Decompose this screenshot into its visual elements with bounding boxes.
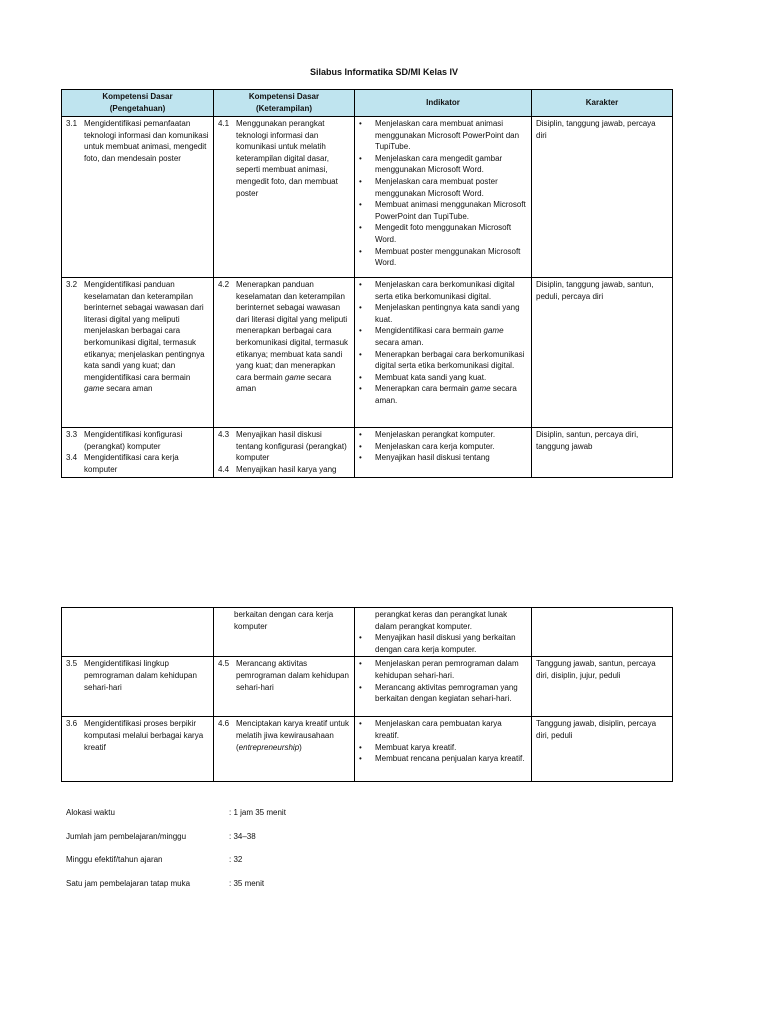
kd-item [66,279,209,395]
syllabus-table [61,89,673,478]
indicator-text: perangkat keras dan perangkat lunak dalam perangkat komputer. [375,610,508,631]
cell-karakter: Disiplin, santun, percaya diri, tanggung jawab [532,428,673,478]
list-item [359,753,527,765]
header-line: (Pengetahuan) [109,104,166,113]
indicator-text: Mengedit foto menggunakan Microsoft Word. [375,223,512,244]
list-item [359,742,527,754]
bullet-icon: • [359,754,362,764]
indicator-text: Menjelaskan cara berkomunikasi digital serta etika berkomunikasi digital. [375,280,515,301]
indicator-text: Menyajikan hasil diskusi yang berkaitan dengan cara kerja komputer. [375,633,516,654]
info-value: : 34–38 [229,832,256,841]
kd-text: Menciptakan karya kreatif untuk melatih jiwa kewirausahaan (entrepreneurship) [236,719,349,752]
info-value: : 1 jam 35 menit [229,808,286,817]
indicator-text: Mengidentifikasi cara bermain game secara aman. [375,326,504,347]
cell-keterampilan [214,717,355,782]
bullet-icon: • [359,176,362,186]
bullet-icon: • [359,633,362,643]
bullet-icon: • [359,682,362,692]
kd-text: Mengidentifikasi lingkup pemrograman dalam kehidupan sehari-hari [84,659,197,692]
kd-number: 4.1 [218,119,230,128]
kd-item [66,718,209,753]
info-value: : 32 [229,855,243,864]
kd-text: Mengidentifikasi cara kerja komputer [84,453,179,474]
cell-pengetahuan [62,278,214,428]
cell-keterampilan [214,428,355,478]
kd-item [218,279,350,395]
cell-indikator [355,657,532,717]
kd-text: Menerapkan panduan keselamatan dan keterampilan berinternet sebagai wawasan dari literasi digital yang meliputi menerapkan berbagai cara berkomunikasi digital, termasuk etikanya; membuat kata sandi yang kuat; dan menerapkan cara bermain game secara aman [236,280,349,394]
header-kd-pengetahuan [62,90,214,117]
indicator-text: Menjelaskan cara mengedit gambar menggunakan Microsoft Word. [375,153,503,175]
kd-number: 4.2 [218,280,230,289]
bullet-icon: • [359,200,362,210]
kd-number: 3.5 [66,659,78,669]
bullet-icon: • [359,742,362,752]
table-row [62,117,673,278]
kd-item [218,718,350,753]
list-item [359,222,527,245]
indicator-text: Menerapkan berbagai cara berkomunikasi digital serta etika berkomunikasi digital. [375,349,525,371]
list-item [359,658,527,681]
kd-item [66,658,209,693]
kd-text: Menggunakan perangkat teknologi informasi dan komunikasi untuk melatih keterampilan digital dasar, seperti membuat animasi, mengedit foto, dan membuat poster [236,119,338,198]
kd-text: Menyajikan hasil diskusi tentang konfigurasi (perangkat) komputer [236,430,347,463]
header-karakter: Karakter [532,90,673,117]
header-indikator: Indikator [355,90,532,117]
list-item [359,429,527,441]
indicator-text: Merancang aktivitas pemrograman yang berkaitan dengan kegiatan sehari-hari. [375,682,518,704]
table-row [62,608,673,657]
bullet-icon: • [359,659,362,669]
bullet-icon: • [359,280,362,289]
bullet-icon: • [359,372,362,382]
cell-karakter: Tanggung jawab, santun, percaya diri, disiplin, jujur, peduli [532,657,673,717]
bullet-icon: • [359,153,362,163]
cell-karakter: Disiplin, tanggung jawab, santun, peduli, percaya diri [532,278,673,428]
cell-keterampilan [214,657,355,717]
bullet-icon: • [359,223,362,233]
table-row [62,657,673,717]
bullet-icon: • [359,303,362,313]
cell-indikator [355,117,532,278]
list-item [359,682,527,705]
bullet-icon: • [359,441,362,451]
list-item [359,153,527,176]
kd-number: 4.3 [218,430,230,439]
cell-pengetahuan [62,428,214,478]
indicator-text: Membuat poster menggunakan Microsoft Word. [375,246,521,268]
cell-indikator [355,428,532,478]
kd-number: 3.3 [66,430,78,439]
cell-indikator [355,278,532,428]
cell-pengetahuan [62,608,214,657]
table-row [62,278,673,428]
list-item [359,118,527,153]
bullet-icon: • [359,349,362,359]
kd-number: 3.2 [66,280,78,289]
syllabus-table-continued [61,607,673,782]
indicator-text: Menjelaskan cara membuat poster menggunakan Microsoft Word. [375,176,498,198]
cell-pengetahuan [62,657,214,717]
bullet-icon: • [359,246,362,256]
cell-karakter: Disiplin, tanggung jawab, percaya diri [532,117,673,278]
header-line: Kompetensi Dasar [102,92,173,102]
indicator-text: Menjelaskan peran pemrograman dalam kehidupan sehari-hari. [375,659,519,680]
list-item [359,441,527,453]
indicator-text: Menyajikan hasil diskusi tentang [375,453,490,463]
kd-item [218,464,350,476]
cell-keterampilan [214,608,355,657]
kd-number: 3.4 [66,453,78,463]
header-line: Kompetensi Dasar [248,92,320,102]
kd-number: 3.1 [66,119,78,128]
list-item [359,372,527,384]
info-label: Satu jam pembelajaran tatap muka [66,879,191,888]
kd-item [66,429,209,452]
indicator-text: Menjelaskan cara kerja komputer. [375,441,495,451]
list-item [359,176,527,199]
list-item [359,325,527,348]
indicator-text: Membuat karya kreatif. [375,742,457,752]
kd-item [218,658,350,693]
kd-item [66,118,209,164]
header-line: (Keterampilan) [255,104,312,113]
bullet-icon: • [359,453,362,463]
kd-text: Mengidentifikasi panduan keselamatan dan keterampilan berinternet sebagai wawasan dari literasi digital yang meliputi menjelaskan berbagai cara berkomunikasi digital, termasuk etikanya; menjelaskan pentingnya kata sandi yang kuat; dan mengidentifikasi cara bermain game secara aman [84,280,205,394]
cell-indikator [355,608,532,657]
indicator-text: Membuat kata sandi yang kuat. [375,372,487,382]
bullet-icon: • [359,326,362,336]
cell-keterampilan [214,278,355,428]
kd-text: Mengidentifikasi pemanfaatan teknologi informasi dan komunikasi untuk membuat animasi, mengedit foto, dan mendesain poster [84,119,209,163]
kd-number: 4.6 [218,719,230,729]
kd-text: Mengidentifikasi konfigurasi (perangkat) komputer [84,430,183,451]
cell-karakter: Tanggung jawab, disiplin, percaya diri, peduli [532,717,673,782]
list-item [359,383,527,406]
list-item [359,199,527,222]
list-item [359,452,527,464]
kd-text: Mengidentifikasi proses berpikir komputasi melalui berbagai karya kreatif [84,719,204,752]
list-item [359,718,527,741]
list-item [359,349,527,372]
kd-number: 4.4 [218,464,230,474]
page-title: Silabus Informatika SD/MI Kelas IV [309,67,459,77]
bullet-icon: • [359,430,362,439]
list-item [359,632,527,655]
list-item [359,246,527,269]
table-row [62,428,673,478]
indicator-text: Menjelaskan pentingnya kata sandi yang kuat. [375,303,520,324]
indicator-text: Menjelaskan cara pembuatan karya kreatif. [375,719,502,740]
indicator-text: Membuat rencana penjualan karya kreatif. [375,754,525,764]
bullet-icon: • [359,384,362,394]
cell-karakter [532,608,673,657]
cell-pengetahuan [62,117,214,278]
header-kd-keterampilan [214,90,355,117]
kd-text: Menyajikan hasil karya yang [236,464,337,474]
bullet-icon: • [359,719,362,729]
list-item [359,279,527,302]
cell-keterampilan [214,117,355,278]
info-label: Alokasi waktu [66,808,115,817]
indicator-text: Menjelaskan cara membuat animasi menggunakan Microsoft PowerPoint dan TupiTube. [375,119,520,152]
indicator-text: Menjelaskan perangkat komputer. [375,430,496,439]
info-value: : 35 menit [229,879,265,888]
table-row [62,717,673,782]
list-item [359,302,527,325]
indicator-text: Menerapkan cara bermain game secara aman. [375,384,517,405]
cell-indikator [355,717,532,782]
bullet-icon: • [359,119,362,128]
kd-item [218,118,350,199]
kd-item [218,429,350,464]
kd-text: Merancang aktivitas pemrograman dalam kehidupan sehari-hari [236,659,349,692]
kd-number: 3.6 [66,719,78,729]
kd-item [66,452,209,475]
cell-pengetahuan [62,717,214,782]
kd-text: berkaitan dengan cara kerja komputer [234,610,334,631]
info-label: Minggu efektif/tahun ajaran [66,855,163,864]
indicator-text: Membuat animasi menggunakan Microsoft PowerPoint dan TupiTube. [375,200,526,221]
info-label: Jumlah jam pembelajaran/minggu [66,832,187,841]
kd-number: 4.5 [218,659,230,669]
